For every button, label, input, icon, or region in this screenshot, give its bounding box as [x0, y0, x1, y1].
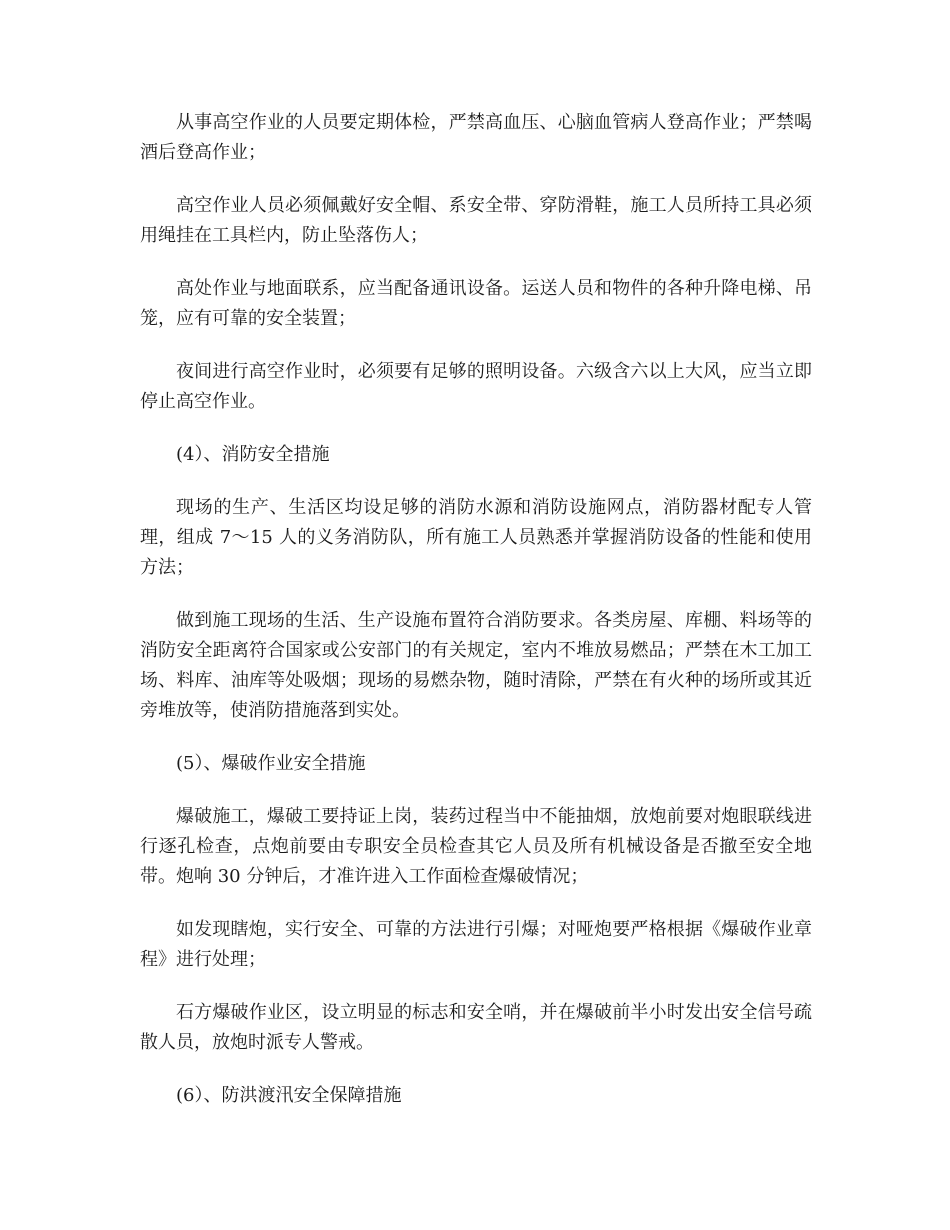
- paragraph-misfire-handling: 如发现瞎炮，实行安全、可靠的方法进行引爆；对哑炮要严格根据《爆破作业章程》进行处理；: [140, 919, 812, 970]
- section-heading-flood-safety: (6）、防洪渡汛安全保障措施: [176, 1085, 402, 1106]
- paragraph-blast-zone: 石方爆破作业区，设立明显的标志和安全哨，并在爆破前半小时发出安全信号疏散人员，放炮时派专人警戒。: [140, 1002, 812, 1053]
- paragraph-fire-layout: 做到施工现场的生活、生产设施布置符合消防要求。各类房屋、库棚、料场等的消防安全距离符合国家或公安部门的有关规定，室内不堆放易燃品；严禁在木工加工场、料库、油库等处吸烟；现场的易燃杂物，随时清除，严禁在有火种的场所或其近旁堆放等，使消防措施落到实处。: [140, 610, 812, 721]
- section-heading-blasting-safety: (5）、爆破作业安全措施: [176, 753, 366, 774]
- paragraph-blasting-procedure: 爆破施工，爆破工要持证上岗，装药过程当中不能抽烟，放炮前要对炮眼联线进行逐孔检查，点炮前要由专职安全员检查其它人员及所有机械设备是否撤至安全地带。炮响 30 分钟后，才准许进入工作面检查爆破情况；: [140, 806, 812, 887]
- paragraph-night-work: 夜间进行高空作业时，必须要有足够的照明设备。六级含六以上大风，应当立即停止高空作业。: [140, 361, 812, 412]
- paragraph-fire-facilities: 现场的生产、生活区均设足够的消防水源和消防设施网点，消防器材配专人管理，组成 7～15 人的义务消防队，所有施工人员熟悉并掌握消防设备的性能和使用方法；: [140, 497, 812, 578]
- paragraph-ground-communication: 高处作业与地面联系，应当配备通讯设备。运送人员和物件的各种升降电梯、吊笼，应有可靠的安全装置；: [140, 278, 812, 329]
- paragraph-safety-equipment: 高空作业人员必须佩戴好安全帽、系安全带、穿防滑鞋，施工人员所持工具必须用绳挂在工具栏内，防止坠落伤人；: [140, 195, 812, 246]
- document-page: [140, 108, 812, 1134]
- paragraph-height-health-check: 从事高空作业的人员要定期体检，严禁高血压、心脑血管病人登高作业；严禁喝酒后登高作业；: [140, 112, 812, 163]
- section-heading-fire-safety: (4）、消防安全措施: [176, 444, 330, 465]
